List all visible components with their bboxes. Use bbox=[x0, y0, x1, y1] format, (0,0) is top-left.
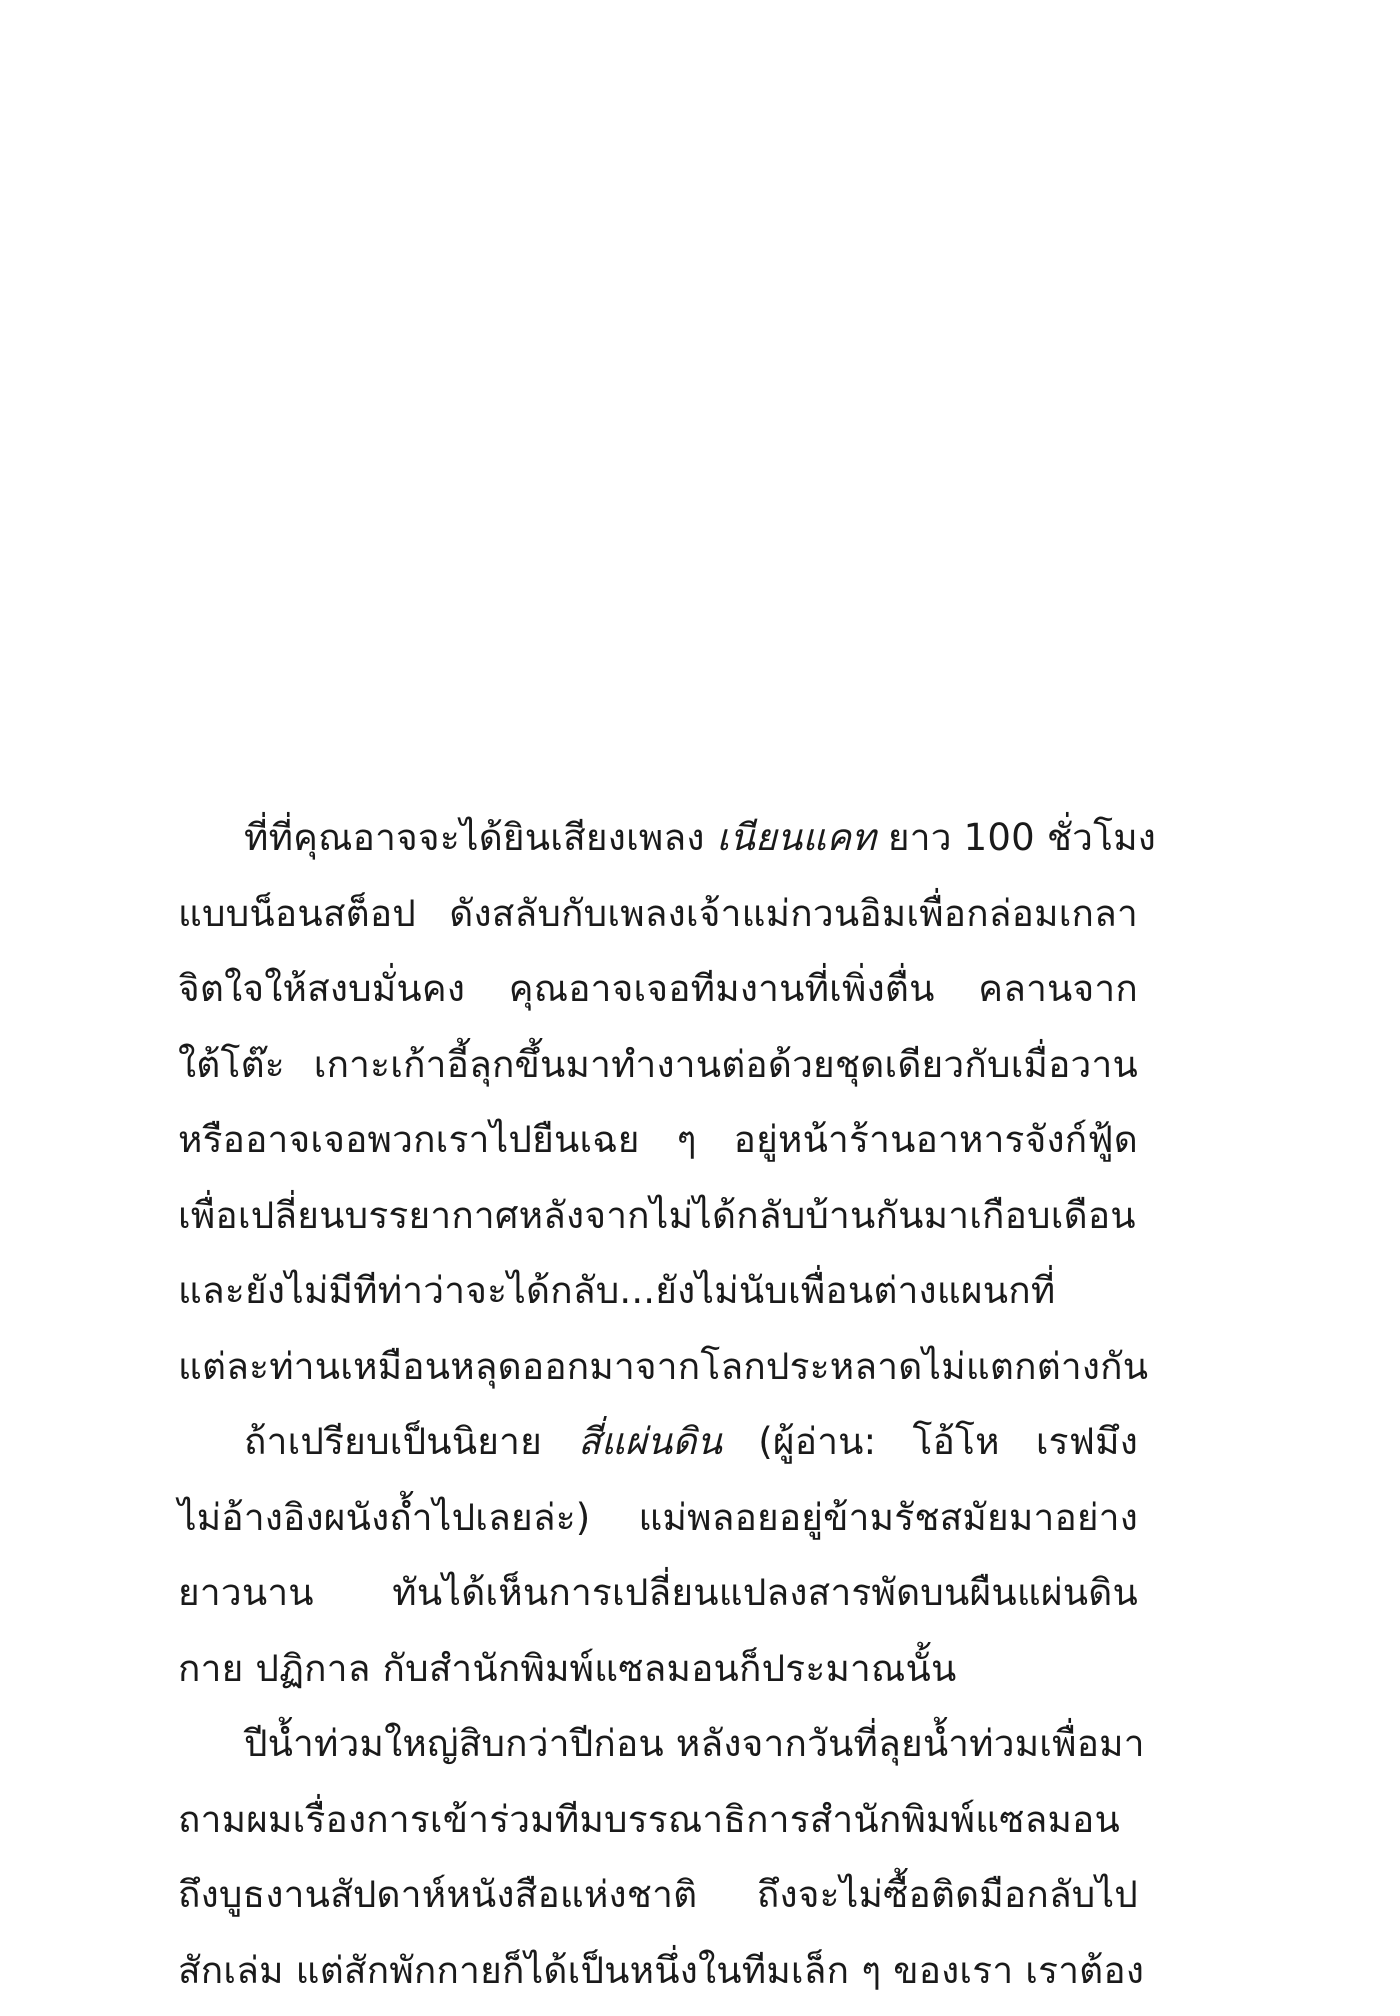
paragraph-3-line-4: สักเล่ม แต่สักพักกายก็ได้เป็นหนึ่งในทีมเล็ก ๆ ของเรา เราต้อง bbox=[178, 1948, 1145, 1992]
paragraph-3-line-3: ถึงบูธงานสัปดาห์หนังสือแห่งชาติ ถึงจะไม่ซื้อติดมือกลับไป bbox=[178, 1873, 1138, 1916]
novel-title-emphasis: สี่แผ่นดิน bbox=[578, 1420, 723, 1463]
body-text bbox=[178, 800, 1157, 2008]
paragraph-3-line-1: ปีน้ำท่วมใหญ่สิบกว่าปีก่อน หลังจากวันที่ลุยน้ำท่วมเพื่อมา bbox=[244, 1722, 1145, 1765]
song-title-emphasis: เนียนแคท bbox=[716, 816, 876, 859]
paragraph-2-line-1: ถ้าเปรียบเป็นนิยาย สี่แผ่นดิน (ผู้อ่าน: โอ้โห เรฟมึง bbox=[244, 1420, 1138, 1463]
paragraph-2-line-3: ยาวนาน ทันได้เห็นการเปลี่ยนแปลงสารพัดบนผืนแผ่นดิน bbox=[178, 1571, 1138, 1614]
paragraph-1-line-4: ใต้โต๊ะ เกาะเก้าอี้ลุกขึ้นมาทำงานต่อด้วยชุดเดียวกับเมื่อวาน bbox=[178, 1042, 1138, 1086]
paragraph-1-line-6: เพื่อเปลี่ยนบรรยากาศหลังจากไม่ได้กลับบ้านกันมาเกือบเดือน bbox=[178, 1193, 1136, 1237]
paragraph-1-line-3: จิตใจให้สงบมั่นคง คุณอาจเจอทีมงานที่เพิ่งตื่น คลานจาก bbox=[178, 967, 1138, 1010]
paragraph-1-line-1: ที่ที่คุณอาจจะได้ยินเสียงเพลง เนียนแคท ยาว 100 ชั่วโมง bbox=[244, 816, 1157, 859]
paragraph-1-line-8: แต่ละท่านเหมือนหลุดออกมาจากโลกประหลาดไม่แตกต่างกัน bbox=[178, 1344, 1149, 1388]
paragraph-1-line-2: แบบน็อนสต็อป ดังสลับกับเพลงเจ้าแม่กวนอิมเพื่อกล่อมเกลา bbox=[178, 891, 1138, 935]
paragraph-3-line-2: ถามผมเรื่องการเข้าร่วมทีมบรรณาธิการสำนักพิมพ์แซลมอน bbox=[178, 1797, 1120, 1841]
paragraph-2-line-2: ไม่อ้างอิงผนังถ้ำไปเลยล่ะ) แม่พลอยอยู่ข้ามรัชสมัยมาอย่าง bbox=[178, 1495, 1138, 1539]
paragraph-2-line-4: กาย ปฏิกาล กับสำนักพิมพ์แซลมอนก็ประมาณนั้น bbox=[178, 1646, 957, 1690]
paragraph-1-line-7: และยังไม่มีทีท่าว่าจะได้กลับ...ยังไม่นับเพื่อนต่างแผนกที่ bbox=[178, 1269, 1056, 1312]
paragraph-1-line-5: หรืออาจเจอพวกเราไปยืนเฉย ๆ อยู่หน้าร้านอาหารจังก์ฟู้ด bbox=[178, 1118, 1138, 1161]
